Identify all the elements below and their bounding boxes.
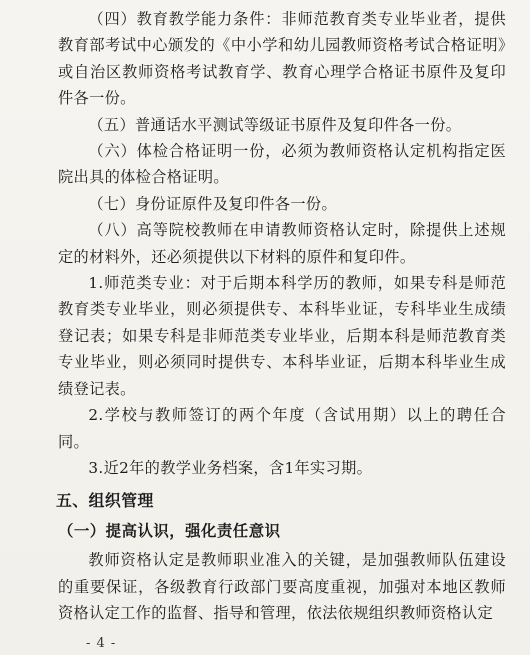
paragraph-item-8-1: 1.师范类专业：对于后期本科学历的教师，如果专科是师范教育类专业毕业，则必须提供专、本科毕业证，专科毕业生成绩登记表；如果专科是非师范类专业毕业，后期本科是师范教育类专业毕业，则必须同时提供专、本科毕业证，后期本科毕业生成绩登记表。 — [58, 274, 506, 398]
paragraph-item-8-2: 2.学校与教师签订的两个年度（含试用期）以上的聘任合同。 — [58, 406, 506, 451]
paragraph-item-7: （七）身份证原件及复印件各一份。 — [88, 194, 337, 213]
paragraph-item-8-3: 3.近2年的教学业务档案，含1年实习期。 — [88, 458, 373, 477]
subsection-heading: （一）提高认识，强化责任意识 — [58, 522, 281, 541]
page-number: - 4 - — [86, 636, 117, 651]
paragraph-item-8: （八）高等院校教师在申请教师资格认定时，除提供上述规定的材料外，还必须提供以下材料的原件和复印件。 — [58, 221, 506, 266]
closing-paragraph: 教师资格认定是教师职业准入的关键，是加强教师队伍建设的重要保证，各级教育行政部门要高度重视，加强对本地区教师资格认定工作的监督、指导和管理，依法依规组织教师资格认定 — [58, 551, 506, 623]
section-heading: 五、组织管理 — [56, 491, 154, 511]
paragraph-item-5: （五）普通话水平测试等级证书原件及复印件各一份。 — [88, 115, 462, 134]
paragraph-item-6: （六）体检合格证明一份，必须为教师资格认定机构指定医院出具的体检合格证明。 — [58, 142, 506, 187]
paragraph-item-4: （四）教育教学能力条件：非师范教育类专业毕业者，提供教育部考试中心颁发的《中小学和幼儿园教师资格考试合格证明》或自治区教师资格考试教育学、教育心理学合格证书原件及复印件各一份。 — [58, 10, 506, 108]
